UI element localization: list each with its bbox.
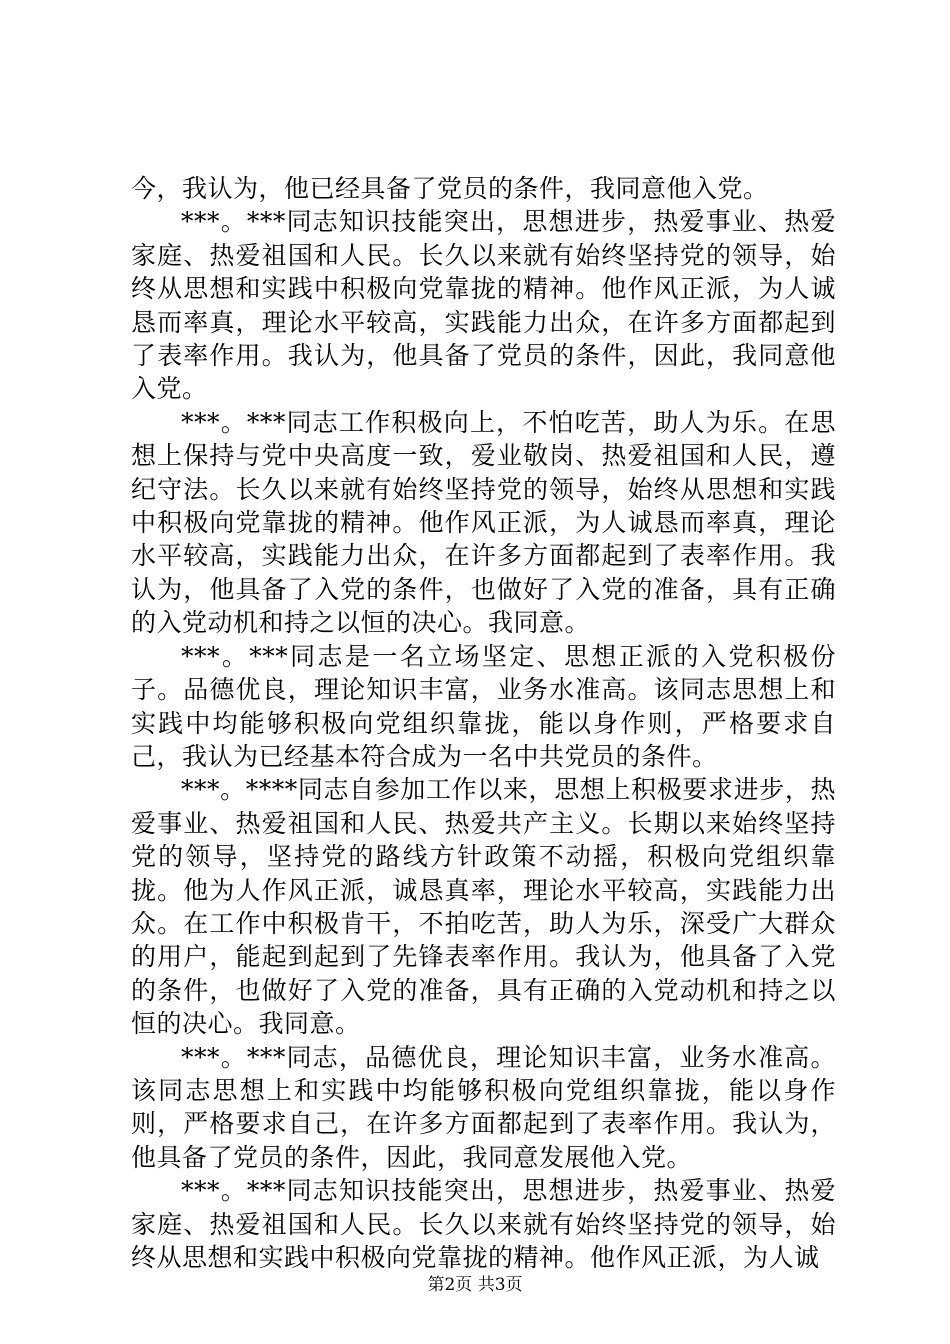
paragraph-5: ***。****同志自参加工作以来，思想上积极要求进步，热爱事业、热爱祖国和人民、热爱共产主义。长期以来始终坚持党的领导，坚持党的路线方针政策不动摇，积极向党组织靠拢。他为人作风正派，诚恳真率，理论水平较高，实践能力出众。在工作中积极肯干，不拍吃苦，助人为乐，深受广大群众的用户，能起到起到了先锋表率作用。我认为，他具备了入党的条件，也做好了入党的准备，具有正确的入党动机和持之以恒的决心。我同意。	[131, 775, 836, 1039]
document-body	[131, 172, 836, 1274]
paragraph-3: ***。***同志工作积极向上，不怕吃苦，助人为乐。在思想上保持与党中央高度一致，爱业敬岗、热爱祖国和人民，遵纪守法。长久以来就有始终坚持党的领导，始终从思想和实践中积极向党靠拢的精神。他作风正派，为人诚恳而率真，理论水平较高，实践能力出众，在许多方面都起到了表率作用。我认为，他具备了入党的条件，也做好了入党的准备，具有正确的入党动机和持之以恒的决心。我同意。	[131, 407, 836, 638]
paragraph-2: ***。***同志知识技能突出，思想进步，热爱事业、热爱家庭、热爱祖国和人民。长久以来就有始终坚持党的领导，始终从思想和实践中积极向党靠拢的精神。他作风正派，为人诚恳而率真，理论水平较高，实践能力出众，在许多方面都起到了表率作用。我认为，他具备了党员的条件，因此，我同意他入党。	[131, 207, 836, 404]
paragraph-1: 今，我认为，他已经具备了党员的条件，我同意他入党。	[131, 174, 769, 203]
paragraph-6: ***。***同志，品德优良，理论知识丰富，业务水准高。该同志思想上和实践中均能够积极向党组织靠拢，能以身作则，严格要求自己，在许多方面都起到了表率作用。我认为，他具备了党员的条件，因此，我同意发展他入党。	[131, 1042, 836, 1172]
paragraph-4: ***。***同志是一名立场坚定、思想正派的入党积极份子。品德优良，理论知识丰富，业务水准高。该同志思想上和实践中均能够积极向党组织靠拢，能以身作则，严格要求自己，我认为已经基本符合成为一名中共党员的条件。	[131, 641, 836, 771]
paragraph-7: ***。***同志知识技能突出，思想进步，热爱事业、热爱家庭、热爱祖国和人民。长久以来就有始终坚持党的领导，始终从思想和实践中积极向党靠拢的精神。他作风正派，为人诚	[131, 1176, 836, 1272]
page-footer: 第2页 共3页	[427, 1275, 523, 1295]
